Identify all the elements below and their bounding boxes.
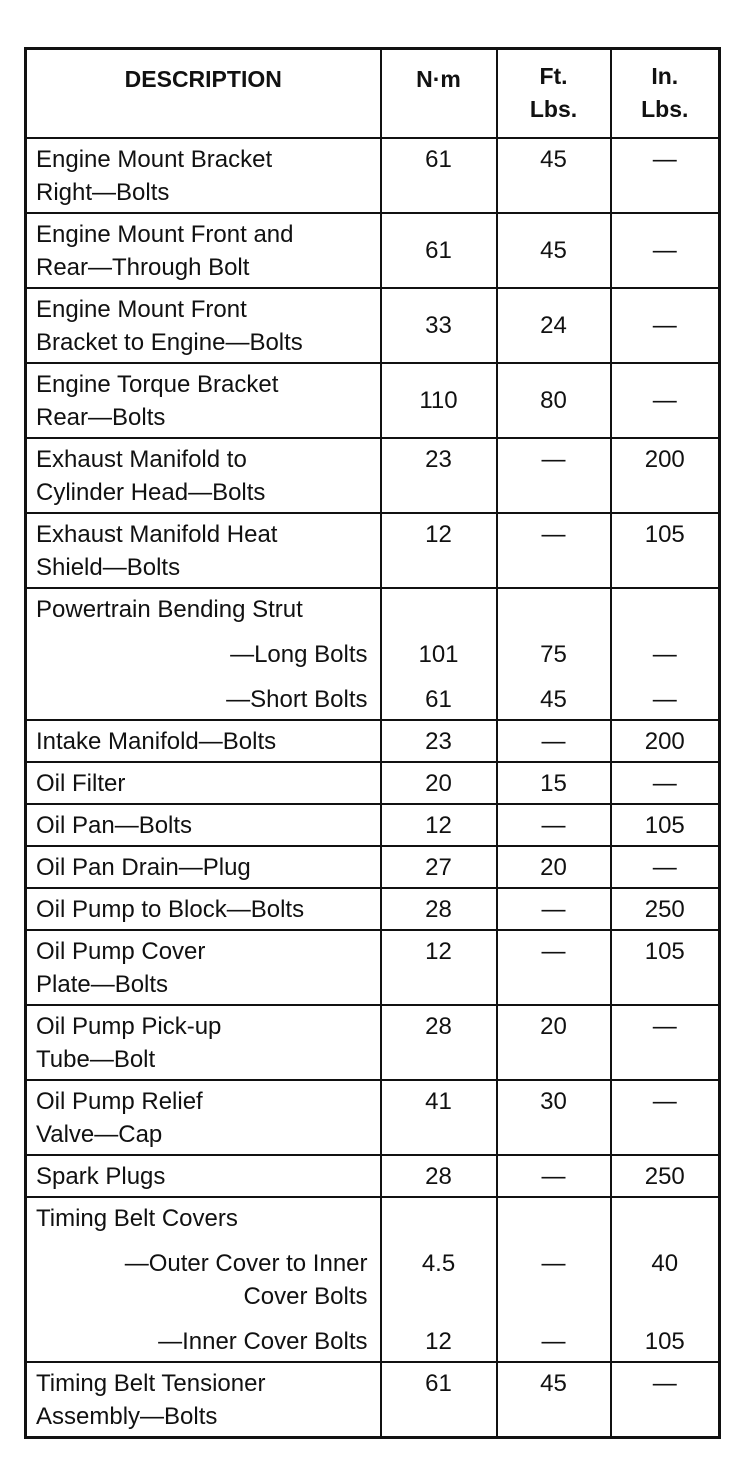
cell-nm: 12	[381, 804, 497, 846]
value: 75	[540, 641, 567, 668]
cell-in-lbs: —	[611, 1080, 720, 1155]
cell-nm: 28	[381, 1005, 497, 1080]
cell-nm: 33	[381, 288, 497, 363]
header-in-lbs-line2: Lbs.	[641, 96, 689, 122]
cell-ft-lbs: 20	[497, 846, 611, 888]
value: 12	[425, 1328, 452, 1355]
header-description: DESCRIPTION	[26, 49, 381, 139]
cell-nm: 23	[381, 438, 497, 513]
cell-in-lbs: 200	[611, 720, 720, 762]
desc-line: Rear—Through Bolt	[36, 254, 250, 281]
cell-ft-lbs: —	[497, 804, 611, 846]
desc-line: Bracket to Engine—Bolts	[36, 329, 303, 356]
table-row	[26, 804, 720, 846]
cell-nm: 41	[381, 1080, 497, 1155]
table-row	[26, 1005, 720, 1080]
cell-ft-lbs: 80	[497, 363, 611, 438]
value: 4.5	[421, 1250, 456, 1277]
value: —	[541, 1328, 566, 1355]
sub-item-label: —Inner Cover Bolts	[158, 1328, 368, 1355]
cell-in-lbs: —	[611, 762, 720, 804]
cell-nm: 110	[381, 363, 497, 438]
desc-line: Powertrain Bending Strut	[36, 596, 303, 623]
sub-item-label: —Outer Cover to Inner	[124, 1250, 368, 1277]
cell-ft-lbs: —	[497, 513, 611, 588]
cell-nm: 27	[381, 846, 497, 888]
row-description: Spark Plugs	[26, 1155, 381, 1197]
cell-in-lbs: 200	[611, 438, 720, 513]
desc-line: Oil Pump Cover	[36, 938, 206, 965]
desc-line: Plate—Bolts	[36, 971, 169, 998]
header-ft-lbs-line1: Ft.	[539, 63, 568, 89]
table-row	[26, 930, 720, 1005]
cell-nm	[381, 588, 497, 720]
row-description	[26, 363, 381, 438]
cell-nm: 12	[381, 930, 497, 1005]
desc-line: Valve—Cap	[36, 1121, 163, 1148]
cell-ft-lbs: —	[497, 720, 611, 762]
cell-ft-lbs: 30	[497, 1080, 611, 1155]
cell-in-lbs	[611, 1197, 720, 1362]
cell-in-lbs: 250	[611, 1155, 720, 1197]
desc-line: Tube—Bolt	[36, 1046, 156, 1073]
value: 105	[644, 1328, 685, 1355]
cell-ft-lbs: 45	[497, 1362, 611, 1438]
cell-ft-lbs: 15	[497, 762, 611, 804]
cell-ft-lbs: 45	[497, 213, 611, 288]
value: 61	[425, 686, 452, 713]
table-row	[26, 513, 720, 588]
value: 40	[651, 1250, 679, 1277]
header-ft-lbs	[497, 49, 611, 139]
desc-line: Timing Belt Tensioner	[36, 1370, 266, 1397]
cell-nm: 28	[381, 1155, 497, 1197]
desc-line: Timing Belt Covers	[36, 1205, 238, 1232]
row-description	[26, 438, 381, 513]
table-row	[26, 846, 720, 888]
row-description	[26, 138, 381, 213]
table-row-strut	[26, 588, 720, 720]
table-row	[26, 1362, 720, 1438]
desc-line: Rear—Bolts	[36, 404, 166, 431]
torque-spec-table	[24, 47, 721, 1439]
cell-nm: 61	[381, 1362, 497, 1438]
table-row	[26, 213, 720, 288]
table-row-timing-covers	[26, 1197, 720, 1362]
row-description	[26, 288, 381, 363]
cell-in-lbs: —	[611, 1005, 720, 1080]
desc-line: Engine Mount Front	[36, 296, 247, 323]
desc-line: Oil Pump Relief	[36, 1088, 203, 1115]
table-row	[26, 762, 720, 804]
desc-line: Cylinder Head—Bolts	[36, 479, 266, 506]
row-description	[26, 930, 381, 1005]
value: —	[652, 641, 677, 668]
table-row	[26, 138, 720, 213]
desc-line: Engine Mount Bracket	[36, 146, 273, 173]
cell-nm: 61	[381, 213, 497, 288]
cell-in-lbs	[611, 588, 720, 720]
desc-line: Assembly—Bolts	[36, 1403, 218, 1430]
desc-line: Exhaust Manifold to	[36, 446, 247, 473]
cell-in-lbs: —	[611, 363, 720, 438]
cell-in-lbs: —	[611, 288, 720, 363]
table-row	[26, 438, 720, 513]
row-description	[26, 213, 381, 288]
value: 101	[418, 641, 459, 668]
sub-item-label: Cover Bolts	[243, 1283, 368, 1310]
row-description	[26, 588, 381, 720]
table-row	[26, 1155, 720, 1197]
row-description	[26, 1080, 381, 1155]
header-nm: N·m	[381, 49, 497, 139]
cell-in-lbs: 105	[611, 513, 720, 588]
cell-ft-lbs	[497, 588, 611, 720]
table-row	[26, 720, 720, 762]
table-row	[26, 888, 720, 930]
desc-line: Shield—Bolts	[36, 554, 181, 581]
cell-ft-lbs: 20	[497, 1005, 611, 1080]
value: —	[652, 686, 677, 713]
value: —	[541, 1250, 566, 1277]
cell-ft-lbs: —	[497, 888, 611, 930]
header-in-lbs-line1: In.	[651, 63, 679, 89]
row-description	[26, 1362, 381, 1438]
cell-nm: 23	[381, 720, 497, 762]
sub-item-label: —Short Bolts	[226, 686, 368, 713]
cell-ft-lbs: 45	[497, 138, 611, 213]
cell-in-lbs: 105	[611, 930, 720, 1005]
cell-nm	[381, 1197, 497, 1362]
row-description: Oil Pan Drain—Plug	[26, 846, 381, 888]
cell-in-lbs: —	[611, 1362, 720, 1438]
cell-in-lbs: 250	[611, 888, 720, 930]
row-description: Oil Filter	[26, 762, 381, 804]
table-row	[26, 288, 720, 363]
desc-line: Engine Mount Front and	[36, 221, 294, 248]
cell-in-lbs: —	[611, 213, 720, 288]
desc-line: Exhaust Manifold Heat	[36, 521, 278, 548]
cell-ft-lbs: 24	[497, 288, 611, 363]
cell-in-lbs: 105	[611, 804, 720, 846]
desc-line: Engine Torque Bracket	[36, 371, 279, 398]
desc-line: Oil Pump Pick-up	[36, 1013, 222, 1040]
cell-nm: 12	[381, 513, 497, 588]
value: 45	[540, 686, 567, 713]
cell-in-lbs: —	[611, 138, 720, 213]
row-description	[26, 513, 381, 588]
table-row	[26, 1080, 720, 1155]
cell-in-lbs: —	[611, 846, 720, 888]
row-description	[26, 1005, 381, 1080]
header-in-lbs	[611, 49, 720, 139]
row-description: Oil Pump to Block—Bolts	[26, 888, 381, 930]
cell-nm: 28	[381, 888, 497, 930]
cell-ft-lbs: —	[497, 930, 611, 1005]
cell-nm: 20	[381, 762, 497, 804]
cell-nm: 61	[381, 138, 497, 213]
row-description	[26, 1197, 381, 1362]
table-row	[26, 363, 720, 438]
row-description: Intake Manifold—Bolts	[26, 720, 381, 762]
cell-ft-lbs: —	[497, 438, 611, 513]
desc-line: Right—Bolts	[36, 179, 170, 206]
row-description: Oil Pan—Bolts	[26, 804, 381, 846]
sub-item-label: —Long Bolts	[230, 641, 368, 668]
header-ft-lbs-line2: Lbs.	[529, 96, 578, 122]
header-row	[26, 49, 720, 139]
cell-ft-lbs: —	[497, 1155, 611, 1197]
cell-ft-lbs	[497, 1197, 611, 1362]
